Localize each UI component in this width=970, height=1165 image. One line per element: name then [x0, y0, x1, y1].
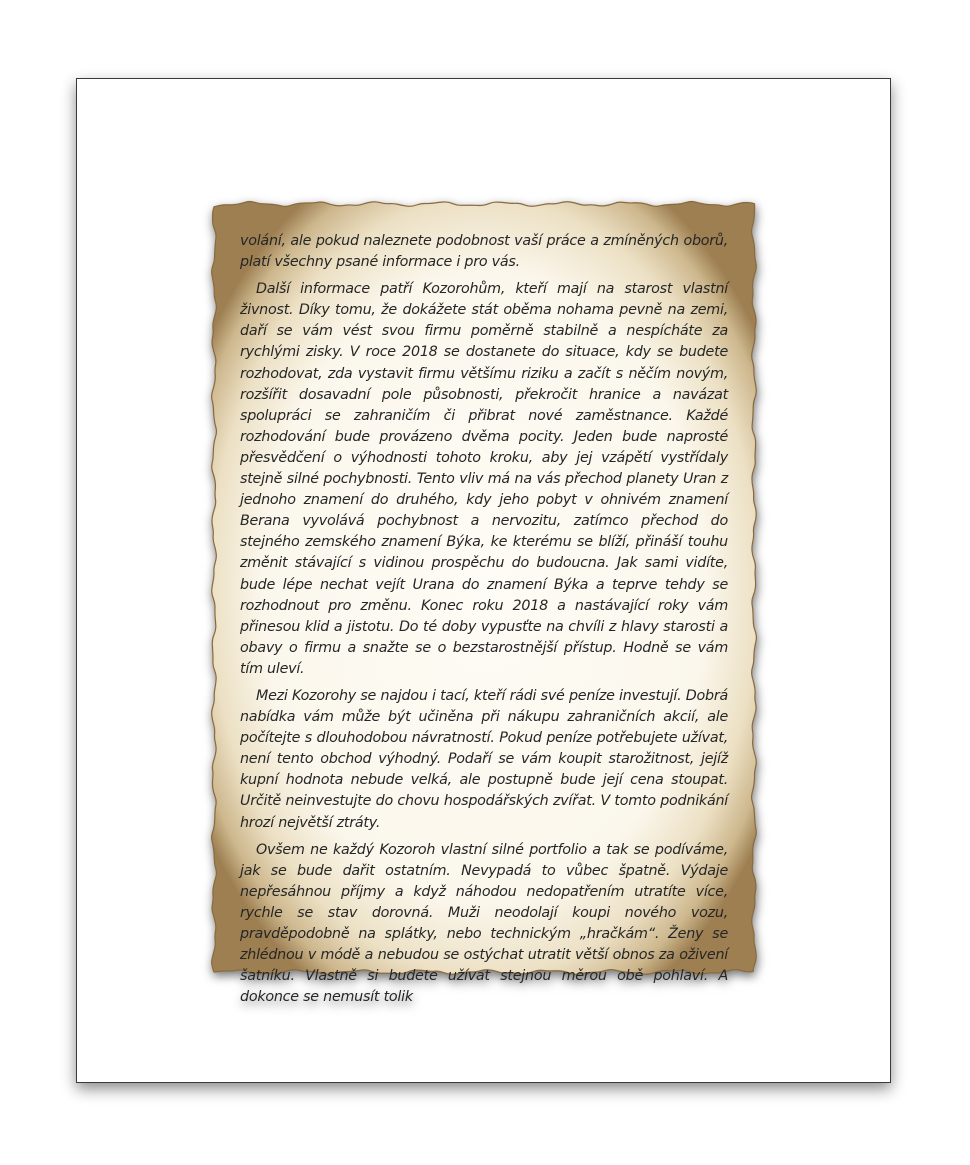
- body-text: [240, 231, 728, 1014]
- paragraph: Další informace patří Kozorohům, kteří mají na starost vlastní živnost. Díky tomu, že dokážete stát oběma nohama pevně na zemi, daří se vám vést svou firmu poměrně stabilně a nespícháte za rychlými zisky. V roce 2018 se dostanete do situace, kdy se budete rozhodovat, zda vystavit firmu většímu riziku a začít s něčím novým, rozšířit dosavadní pole působnosti, překročit hranice a navázat spolupráci se zahraničím či přibrat nové zaměstnance. Každé rozhodování bude provázeno dvěma pocity. Jeden bude naprosté přesvědčení o výhodnosti tohoto kroku, aby jej vzápětí vystřídaly stejně silné pochybnosti. Tento vliv má na vás přechod planety Uran z jednoho znamení do druhého, kdy jeho pobyt v ohnivém znamení Berana vyvolává pochybnost a nervozitu, zatímco přechod do stejného zemského znamení Býka, ke kterému se blíží, přináší touhu změnit stávající s vidinou prospěchu do budoucna. Jak sami vidíte, bude lépe nechat vejít Urana do znamení Býka a teprve tehdy se rozhodnout pro změnu. Konec roku 2018 a nastávající roky vám přinesou klid a jistotu. Do té doby vypusťte na chvíli z hlavy starosti a obavy o firmu a snažte se o bezstarostnější přístup. Hodně se vám tím uleví.: [240, 281, 728, 677]
- paragraph: Mezi Kozorohy se najdou i tací, kteří rádi své peníze investují. Dobrá nabídka vám může být učiněna při nákupu zahraničních akcií, ale počítejte s dlouhodobou návratností. Pokud peníze potřebujete užívat, není tento obchod výhodný. Podaří se vám koupit starožitnost, jejíž kupní hodnota nebude velká, ale postupně bude její cena stoupat. Určitě neinvestujte do chovu hospodářských zvířat. V tomto podnikání hrozí největší ztráty.: [240, 687, 728, 831]
- paragraph: volání, ale pokud naleznete podobnost vaší práce a zmíněných oborů, platí všechny psané informace i pro vás.: [240, 233, 728, 271]
- paragraph: Ovšem ne každý Kozoroh vlastní silné portfolio a tak se podíváme, jak se bude dařit ostatním. Nevypadá to vůbec špatně. Výdaje nepřesáhnou příjmy a když náhodou nedopatřením utratíte více, rychle se stav dorovná. Muži neodolají koupi nového vozu, pravděpodobně na splátky, nebo technickým „hračkám“. Ženy se zhlédnou v módě a nebudou se ostýchat utratit větší obnos za oživení šatníku. Vlastně si budete užívat stejnou měrou obě pohlaví. A dokonce se nemusít tolik: [240, 841, 728, 1006]
- parchment-card: [208, 198, 760, 1006]
